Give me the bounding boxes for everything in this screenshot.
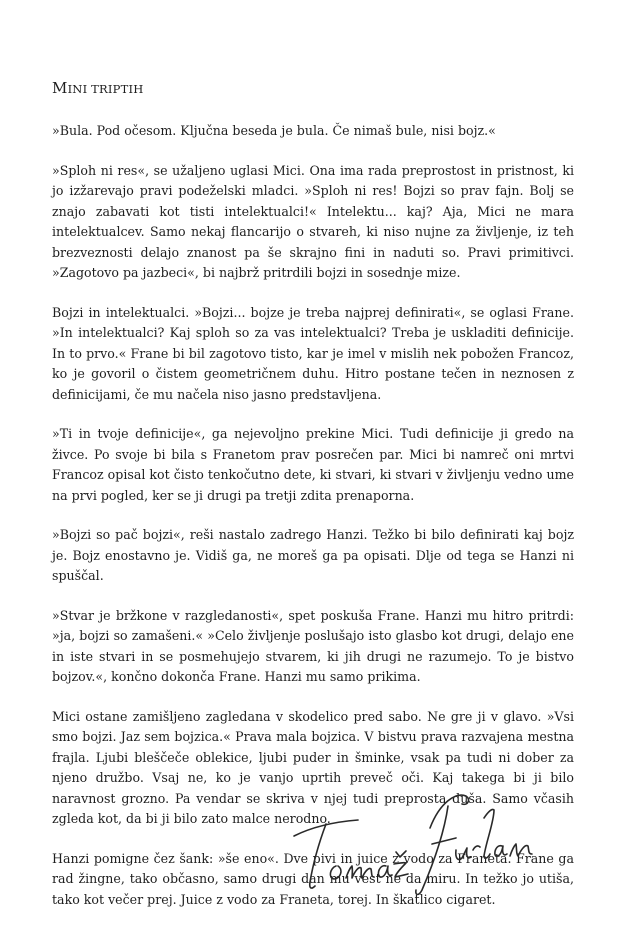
paragraph: »Sploh ni res«, se užaljeno uglasi Mici. Ona ima rada preprostost in pristnost, ki jo izžarevajo pravi podeželski mladci. »Sploh ni res! Bojzi so prav fajn. Bolj se znajo zabavati kot tisti intelektualci!« Intelektu... kaj? Aja, Mici ne mara intelektualcev. Samo nekaj flancarijo o stvareh, ki niso nujne za življenje, iz teh brezveznosti delajo znanost pa še skrajno fini in naduti so. Pravi primitivci. »Zagotovo pa jazbeci«, bi najbrž pritrdili bojzi in sosednje mize. — [52, 162, 574, 280]
document-title — [52, 79, 143, 97]
paragraph: Mici ostane zamišljeno zagledana v skodelico pred sabo. Ne gre ji v glavo. »Vsi smo bojzi. Jaz sem bojzica.« Prava mala bojzica. V bistvu prava razvajena mestna frajla. Ljubi bleščeče oblekice, ljubi puder in šminke, vsak pa tudi ni dober za njeno družbo. Vsaj ne, ko je vanjo uprtih preveč oči. Kaj takega bi ji bilo naravnost grozno. Pa vendar se skriva v njej tudi preprosta duša. Samo včasih zgleda kot, da bi ji bilo zato malce nerodno. — [52, 708, 574, 826]
title-initial: M — [52, 79, 68, 97]
title-rest: INI TRIPTIH — [67, 82, 144, 96]
paragraph: »Ti in tvoje definicije«, ga nejevoljno prekine Mici. Tudi definicije ji gredo na živce. Po svoje bi bila s Franetom prav posrečen par. Mici bi namreč oni mrtvi Francoz opisal kot čisto tenkočutno dete, ki stvari, ki stvari v življenju vedno ume na prvi pogled, ker se ji drugi pa tretji zdita prenaporna. — [52, 426, 574, 503]
author-signature — [280, 778, 540, 903]
paragraph: »Stvar je bržkone v razgledanosti«, spet poskuša Frane. Hanzi mu hitro pritrdi: »ja, bojzi so zamašeni.« »Celo življenje poslušajo isto glasbo kot drugi, delajo ene in iste stvari in se posmehujejo stvarem, ki jih drugi ne razumejo. To je bistvo bojzov.«, končno dokonča Frane. Hanzi mu samo prikima. — [52, 607, 574, 684]
paragraph: »Bojzi so pač bojzi«, reši nastalo zadrego Hanzi. Težko bi bilo definirati kaj bojz je. Bojz enostavno je. Vidiš ga, ne moreš ga pa opisati. Dlje od tega se Hanzi ni spuščal. — [52, 527, 574, 583]
paragraph: Bojzi in intelektualci. »Bojzi... bojze je treba najprej definirati«, se oglasi Frane. »In intelektualci? Kaj sploh so za vas intelektualci? Treba je uskladiti definicije. In to prvo.« Frane bi bil zagotovo tisto, kar je imel v mislih nek pobožen Francoz, ko je govoril o čistem geometričnem duhu. Hitro postane tečen in neznosen z definicijami, če mu načela niso jasno predstavljena. — [52, 304, 574, 402]
paragraph: Hanzi pomigne čez šank: »še eno«. Dve pivi in juice z vodo za Franeta. Frane ga rad žingne, tako občasno, samo drugi dan mu vest ne da miru. In težko jo utiša, tako kot večer prej. Juice z vodo za Franeta, torej. In škatlico cigaret. — [52, 850, 574, 907]
paragraph: »Bula. Pod očesom. Ključna beseda je bula. Če nimaš bule, nisi bojz.« — [52, 123, 496, 138]
